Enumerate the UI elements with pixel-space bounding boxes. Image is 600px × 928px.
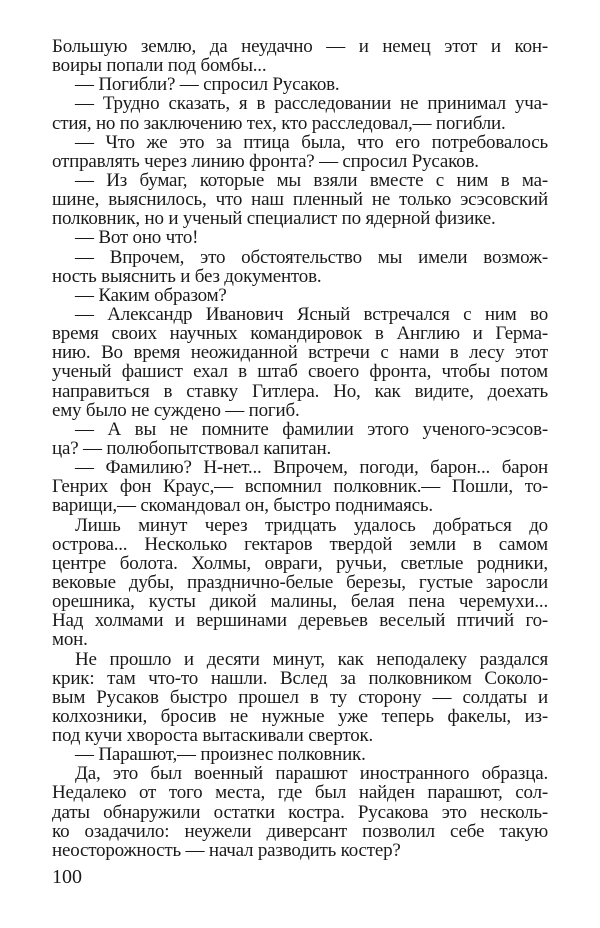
text-line: нию. Во время неожиданной встречи с нами в лесу этот — [52, 342, 548, 364]
text-line: Не прошло и десяти минут, как неподалеку раздался — [75, 648, 548, 670]
paragraph — [52, 764, 548, 860]
text-line: — Каким образом? — [75, 284, 227, 306]
text-line: Над холмами и вершинами деревьев веселый птичий го- — [52, 610, 548, 632]
text-line: — Вот оно что! — [75, 227, 199, 249]
page-number: 100 — [52, 866, 82, 888]
text-line: полковник, но и ученый специалист по ядерной физике. — [52, 208, 496, 230]
paragraph — [52, 171, 548, 228]
text-line: колхозники, бросив не нужные уже теперь факелы, из- — [52, 705, 548, 727]
text-line: воиры попали под бомбы... — [52, 55, 267, 77]
text-line: вековые дубы, празднично-белые березы, густые заросли — [52, 571, 548, 593]
text-line: острова... Несколько гектаров твердой земли в самом — [52, 533, 548, 555]
text-line: отправлять через линию фронта? — спросил Русаков. — [52, 150, 479, 172]
text-line: Недалеко от того места, где был найден парашют, сол- — [52, 782, 548, 804]
text-line: ко озадачило: неужели диверсант позволил себе такую — [52, 820, 548, 842]
text-line: стия, но по заключению тех, кто расследовал,— погибли. — [52, 112, 506, 134]
paragraph — [52, 228, 548, 247]
paragraph — [52, 286, 548, 305]
paragraph — [52, 133, 548, 171]
paragraph — [52, 305, 548, 420]
text-line: варищи,— скомандовал он, быстро поднимаясь. — [52, 495, 433, 517]
text-line: ца? — полюбопытствовал капитан. — [52, 437, 332, 459]
text-line: Да, это был военный парашют иностранного образца. — [75, 763, 548, 785]
book-page-text — [52, 37, 548, 860]
text-line: Лишь минут через тридцать удалось добраться до — [75, 514, 548, 536]
text-line: — Фамилию? Н-нет... Впрочем, погоди, барон... барон — [75, 457, 548, 479]
paragraph — [52, 420, 548, 458]
paragraph — [52, 94, 548, 132]
text-line: ученый фашист ехал в штаб своего фронта, чтобы потом — [52, 361, 548, 383]
text-line: мон. — [52, 629, 88, 651]
text-line: — Трудно сказать, я в расследовании не принимал уча- — [75, 93, 548, 115]
text-line: орешника, кусты дикой малины, белая пена черемухи... — [52, 591, 548, 613]
text-line: — Погибли? — спросил Русаков. — [75, 74, 340, 96]
text-line: вым Русаков быстро прошел в ту сторону — солдаты и — [52, 686, 548, 708]
text-line: крик: там что-то нашли. Вслед за полковником Соколо- — [52, 667, 548, 689]
text-line: — Из бумаг, которые мы взяли вместе с ним в ма- — [75, 169, 548, 191]
text-line: — А вы не помните фамилии этого ученого-эсэсов- — [75, 418, 548, 440]
text-line: — Александр Иванович Ясный встречался с ним во — [75, 303, 548, 325]
paragraph — [52, 248, 548, 286]
text-line: шине, выяснилось, что наш пленный не только эсэсовский — [52, 189, 548, 211]
text-line: — Что же это за птица была, что его потребовалось — [75, 131, 548, 153]
paragraph — [52, 516, 548, 650]
text-line: Генрих фон Краус,— вспомнил полковник.— Пошли, то- — [52, 476, 548, 498]
text-line: — Впрочем, это обстоятельство мы имели возмож- — [75, 246, 548, 268]
paragraph — [52, 75, 548, 94]
text-line: неосторожность — начал разводить костер? — [52, 839, 401, 861]
paragraph — [52, 650, 548, 746]
text-line: Большую землю, да неудачно — и немец этот и кон- — [52, 36, 548, 57]
text-line: под кучи хвороста вытаскивали сверток. — [52, 725, 374, 747]
paragraph — [52, 37, 548, 75]
text-line: ему было не суждено — погиб. — [52, 399, 300, 421]
paragraph — [52, 458, 548, 515]
text-line: центре болота. Холмы, овраги, ручьи, светлые родники, — [52, 552, 548, 574]
text-line: направиться в ставку Гитлера. Но, как видите, доехать — [52, 380, 548, 402]
paragraph — [52, 745, 548, 764]
text-line: ность выяснить и без документов. — [52, 265, 322, 287]
text-line: — Парашют,— произнес полковник. — [75, 744, 366, 766]
text-line: время своих научных командировок в Англию и Герма- — [52, 323, 548, 345]
text-line: даты обнаружили остатки костра. Русакова это несколь- — [52, 801, 548, 823]
